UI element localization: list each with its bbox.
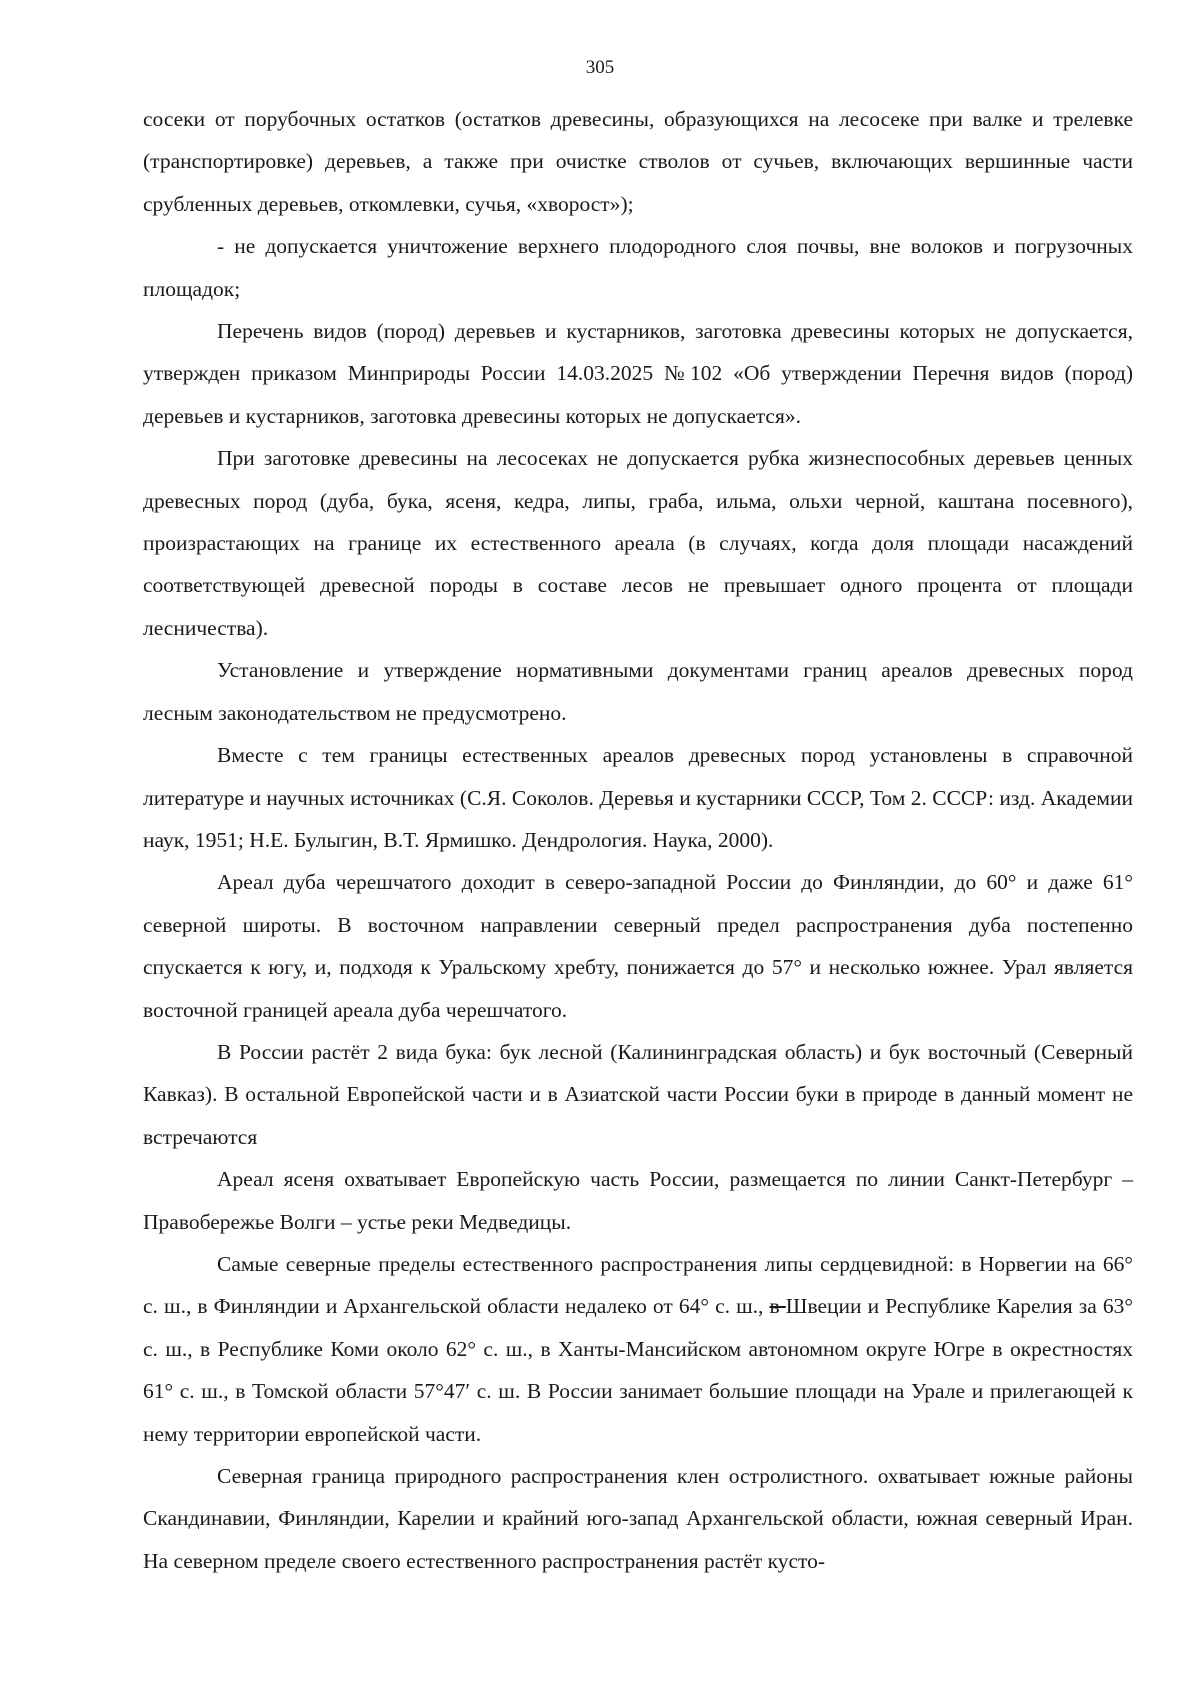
- page-number: 305: [585, 57, 615, 78]
- paragraph-logging-residues: сосеки от порубочных остатков (остатков древесины, образующихся на лесосеке при валке и трелевке (транспортировке) деревьев, а также при очистке стволов от сучьев, включающих вершинные части срубленных деревьев, откомлевки, сучья, «хворост»);: [143, 107, 1133, 216]
- document-body: [143, 98, 1133, 1582]
- paragraph-range-boundaries-law: Установление и утверждение нормативными документами границ ареалов древесных пород лесным законодательством не предусмотрено.: [143, 658, 1133, 725]
- paragraph-maple-range: Северная граница природного распространения клен остролистного. охватывает южные районы Скандинавии, Финляндии, Карелии и крайний юго-запад Архангельской области, южная северный Иран. На северном пределе своего естественного распространения растёт кусто-: [143, 1464, 1133, 1573]
- paragraph-species-list-order: Перечень видов (пород) деревьев и кустарников, заготовка древесины которых не допускается, утвержден приказом Минприроды России 14.03.2025 №102 «Об утверждении Перечня видов (пород) деревьев и кустарников, заготовка древесины которых не допускается».: [143, 319, 1133, 428]
- paragraph-ash-range: Ареал ясеня охватывает Европейскую часть России, размещается по линии Санкт-Петербург – Правобережье Волги – устье реки Медведицы.: [143, 1167, 1133, 1234]
- linden-text-after: Швеции и Республике Карелия за 63° с. ш., в Республике Коми около 62° с. ш., в Ханты-Мансийском автономном округе Югре в окрестностях 61° с. ш., в Томской области 57°47′ с. ш. В России занимает большие площади на Урале и прилегающей к нему территории европейской части.: [143, 1294, 1134, 1446]
- struck-text: в: [769, 1294, 786, 1319]
- paragraph-valuable-species-ban: При заготовке древесины на лесосеках не допускается рубка жизнеспособных деревьев ценных древесных пород (дуба, бука, ясеня, кедра, липы, граба, ильма, ольхи черной, каштана посевного), произрастающих на границе их естественного ареала (в случаях, когда доля площади насаждений соответствующей древесной породы в составе лесов не превышает одного процента от площади лесничества).: [143, 446, 1133, 640]
- paragraph-linden-range: [143, 1243, 1133, 1455]
- linden-text-before: Самые северные пределы естественного распространения липы сердцевидной: в Норвегии на 66° с. ш., в Финляндии и Архангельской области недалеко от 64° с. ш.,: [143, 1251, 1133, 1319]
- paragraph-oak-range: Ареал дуба черешчатого доходит в северо-западной России до Финляндии, до 60° и даже 61° северной широты. В восточном направлении северный предел распространения дуба постепенно спускается к югу, и, подходя к Уральскому хребту, понижается до 57° и несколько южнее. Урал является восточной границей ареала дуба черешчатого.: [143, 870, 1133, 1022]
- paragraph-beech-range: В России растёт 2 вида бука: бук лесной (Калининградская область) и бук восточный (Северный Кавказ). В остальной Европейской части и в Азиатской части России буки в природе в данный момент не встречаются: [143, 1039, 1133, 1149]
- paragraph-topsoil-protection: - не допускается уничтожение верхнего плодородного слоя почвы, вне волоков и погрузочных площадок;: [143, 234, 1133, 301]
- paragraph-reference-sources: Вместе с тем границы естественных ареалов древесных пород установлены в справочной литературе и научных источниках (С.Я. Соколов. Деревья и кустарники СССР, Том 2. СССР: изд. Академии наук, 1951; Н.Е. Булыгин, В.Т. Ярмишко. Дендрология. Наука, 2000).: [143, 743, 1133, 852]
